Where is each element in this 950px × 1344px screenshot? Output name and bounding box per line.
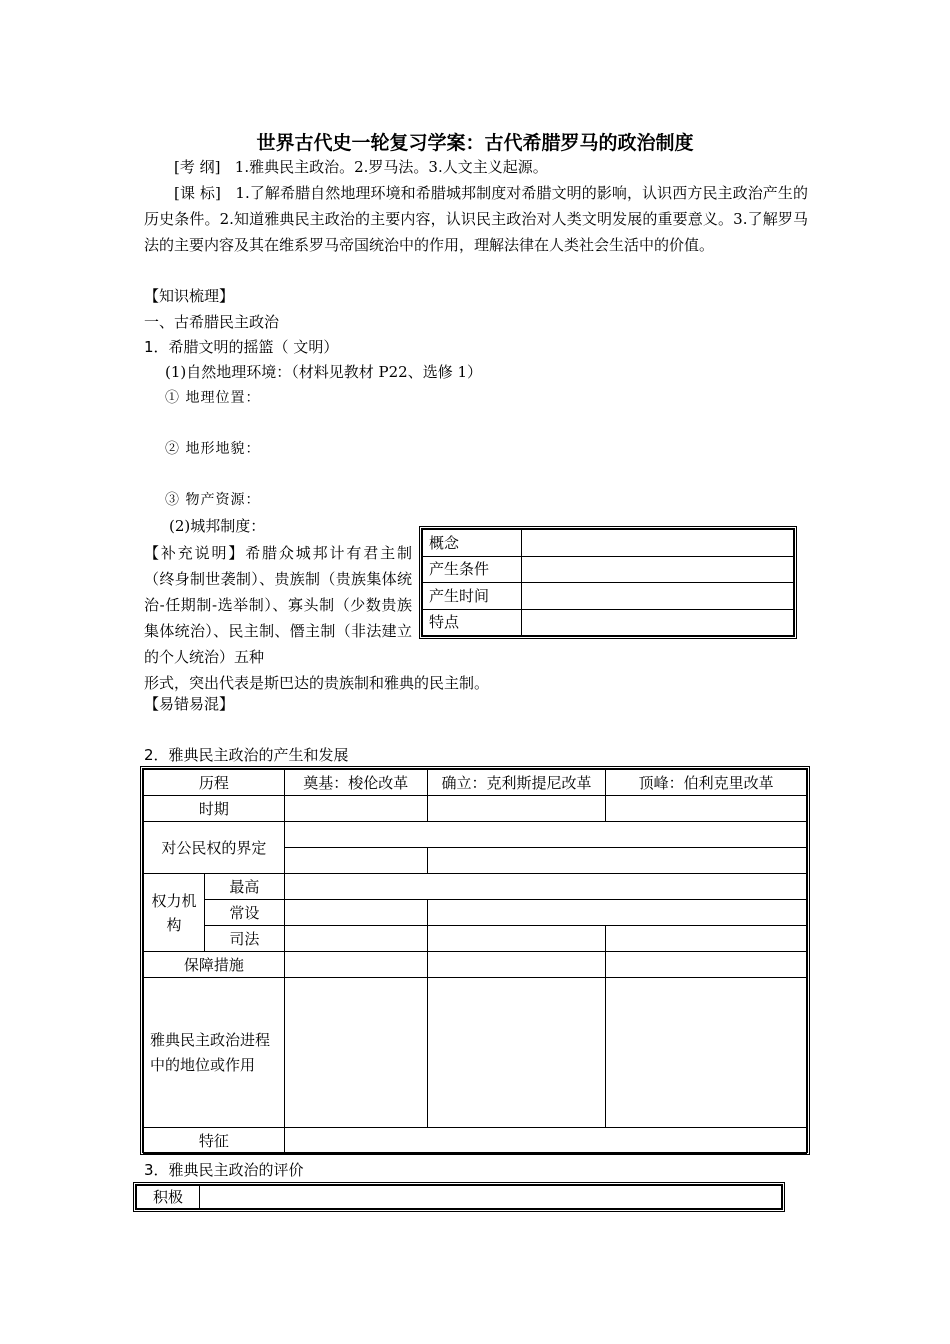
evaluation-table xyxy=(133,1182,785,1212)
table-row xyxy=(423,530,794,557)
answer-cell[interactable] xyxy=(427,978,606,1128)
answer-cell[interactable] xyxy=(522,530,794,557)
curriculum-label: [课 标] xyxy=(174,184,221,202)
header-process: 历程 xyxy=(144,770,285,796)
syllabus-line xyxy=(174,157,548,177)
answer-cell[interactable] xyxy=(284,848,427,874)
table-row xyxy=(137,1186,782,1209)
row-label-concept: 概念 xyxy=(423,530,522,557)
table-row xyxy=(144,900,807,926)
syllabus-label: [考 纲] xyxy=(174,158,221,176)
row-label-period: 时期 xyxy=(144,796,285,822)
page-title: 世界古代史一轮复习学案：古代希腊罗马的政治制度 xyxy=(256,132,694,154)
supplementary-note-tail: 形式，突出代表是斯巴达的贵族制和雅典的民主制。 xyxy=(144,674,490,692)
answer-cell[interactable] xyxy=(200,1186,782,1209)
answer-cell[interactable] xyxy=(522,583,794,610)
header-cleisthenes: 确立：克利斯提尼改革 xyxy=(427,770,606,796)
answer-cell[interactable] xyxy=(284,926,427,952)
item-heading-athens: 2．雅典民主政治的产生和发展 xyxy=(144,746,349,764)
curriculum-text: 1.了解希腊自然地理环境和希腊城邦制度对希腊文明的影响，认识西方民主政治产生的历史条件。2.知道雅典民主政治的主要内容，认识民主政治对人类文明发展的重要意义。3.了解罗马法的主要内容及其在维系罗马帝国统治中的作用，理解法律在人类社会生活中的价值。 xyxy=(144,184,808,254)
row-label-characteristics: 特征 xyxy=(144,1128,285,1154)
table-row xyxy=(144,978,807,1128)
answer-cell[interactable] xyxy=(284,822,806,848)
row-label-conditions: 产生条件 xyxy=(423,556,522,583)
answer-cell[interactable] xyxy=(284,796,427,822)
answer-cell[interactable] xyxy=(427,952,606,978)
item-heading-cradle: 1．希腊文明的摇篮（ 文明） xyxy=(144,338,339,356)
item-heading-evaluation: 3．雅典民主政治的评价 xyxy=(144,1161,304,1179)
item-city-state-system: (2)城邦制度： xyxy=(169,517,266,535)
header-solon: 奠基：梭伦改革 xyxy=(284,770,427,796)
table-row xyxy=(144,822,807,848)
item-resources: ③ 物产资源： xyxy=(165,492,261,508)
row-label-role: 雅典民主政治进程中的地位或作用 xyxy=(144,978,285,1128)
table-row xyxy=(423,556,794,583)
answer-cell[interactable] xyxy=(427,926,606,952)
table-row xyxy=(144,874,807,900)
table-row xyxy=(423,609,794,636)
row-label-standing: 常设 xyxy=(204,900,284,926)
row-label-time: 产生时间 xyxy=(423,583,522,610)
table-row xyxy=(144,796,807,822)
row-label-citizenship: 对公民权的界定 xyxy=(144,822,285,874)
header-pericles: 顶峰：伯利克里改革 xyxy=(606,770,807,796)
answer-cell[interactable] xyxy=(284,900,427,926)
table-row xyxy=(423,583,794,610)
row-label-features: 特点 xyxy=(423,609,522,636)
answer-cell[interactable] xyxy=(284,952,427,978)
answer-cell[interactable] xyxy=(427,900,806,926)
table-row xyxy=(144,926,807,952)
row-label-positive: 积极 xyxy=(137,1186,200,1209)
syllabus-text: 1.雅典民主政治。2.罗马法。3.人文主义起源。 xyxy=(234,158,548,176)
answer-cell[interactable] xyxy=(284,978,427,1128)
row-label-supreme: 最高 xyxy=(204,874,284,900)
row-label-judicial: 司法 xyxy=(204,926,284,952)
item-geo-location: ① 地理位置： xyxy=(165,390,261,406)
item-terrain: ② 地形地貌： xyxy=(165,441,261,457)
row-label-guarantee: 保障措施 xyxy=(144,952,285,978)
answer-cell[interactable] xyxy=(522,609,794,636)
table-row xyxy=(144,1128,807,1154)
table-row xyxy=(144,952,807,978)
answer-cell[interactable] xyxy=(427,848,806,874)
answer-cell[interactable] xyxy=(606,926,807,952)
row-label-power-organs: 权力机构 xyxy=(144,874,205,952)
knowledge-heading: 【知识梳理】 xyxy=(144,287,235,305)
answer-cell[interactable] xyxy=(606,978,807,1128)
section-heading-greek-democracy: 一、古希腊民主政治 xyxy=(144,313,280,331)
item-natural-environment: (1)自然地理环境：（材料见教材 P22、选修 1） xyxy=(165,363,483,381)
answer-cell[interactable] xyxy=(284,874,806,900)
supplementary-note: 【补充说明】希腊众城邦计有君主制（终身制世袭制）、贵族制（贵族集体统治-任期制-选举制）、寡头制（少数贵族集体统治）、民主制、僭主制（非法建立的个人统治）五种 xyxy=(144,544,412,666)
city-state-table xyxy=(419,526,797,639)
curriculum-paragraph xyxy=(144,180,808,258)
answer-cell[interactable] xyxy=(522,556,794,583)
easy-mistakes-heading: 【易错易混】 xyxy=(144,695,235,713)
athens-democracy-table xyxy=(140,766,810,1155)
table-row xyxy=(144,770,807,796)
answer-cell[interactable] xyxy=(606,796,807,822)
answer-cell[interactable] xyxy=(427,796,606,822)
answer-cell[interactable] xyxy=(284,1128,806,1154)
answer-cell[interactable] xyxy=(606,952,807,978)
